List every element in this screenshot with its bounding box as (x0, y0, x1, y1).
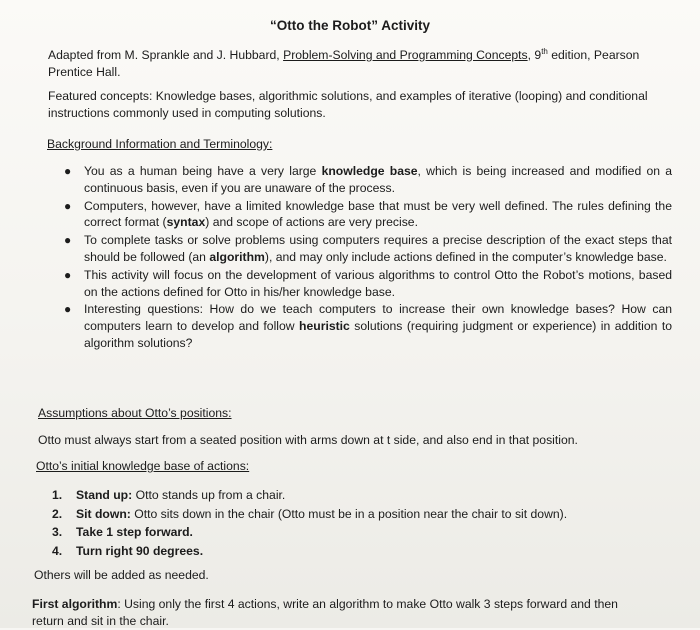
list-item: 2. Sit down: Otto sits down in the chair (Otto must be in a position near the chair to sit down). (52, 506, 568, 521)
page-title: “Otto the Robot” Activity (270, 18, 430, 33)
background-heading: Background Information and Terminology: (47, 137, 273, 151)
list-item: 3. Take 1 step forward. (52, 525, 193, 539)
assumptions-heading: Assumptions about Otto’s positions: (38, 406, 232, 420)
list-item: ● You as a human being have a very large knowledge base, which is being increased and modified on a continuous basis, even if you are unaware of the process. (64, 164, 672, 195)
bullet-icon: ● (64, 302, 72, 317)
attribution (48, 43, 668, 81)
book-title: Problem-Solving and Programming Concepts (283, 48, 528, 63)
bullet-icon: ● (64, 198, 72, 213)
list-item: 1. Stand up: Otto stands up from a chair. (52, 488, 286, 502)
list-item: ● Computers, however, have a limited knowledge base that must be very well defined. The rules defining the correct format (syntax) and scope of actions are very precise. (64, 198, 672, 230)
first-algorithm: First algorithm: Using only the first 4 actions, write an algorithm to make Otto walk 3 steps forward and then return and sit in the chair. (32, 597, 618, 628)
others-text: Others will be added as needed. (34, 568, 209, 582)
list-item: 4. Turn right 90 degrees. (52, 543, 204, 558)
list-item: ● Interesting questions: How do we teach computers to increase their own knowledge bases? How can computers learn to develop and follow heuristic solutions (requiring judgment or experience) in addition to algorithm solutions? (64, 302, 672, 350)
first-algorithm-label: First algorithm (32, 597, 118, 611)
actions-list (52, 486, 567, 560)
featured-concepts: Featured concepts: Knowledge bases, algorithmic solutions, and examples of iterative (looping) and conditional instructions commonly used in computing solutions. (48, 89, 648, 120)
list-item: ● To complete tasks or solve problems using computers requires a precise description of the exact steps that should be followed (an algorithm), and may only include actions defined in the computer’s knowledge base. (64, 233, 672, 264)
assumptions-text: Otto must always start from a seated position with arms down at t side, and also end in that position. (38, 433, 578, 447)
bullet-icon: ● (64, 233, 72, 248)
attribution-line-2: Prentice Hall. (48, 65, 121, 80)
bullet-icon: ● (64, 164, 72, 178)
terminology-bullet-list (60, 163, 672, 353)
attribution-line-1: Adapted from M. Sprankle and J. Hubbard, Problem-Solving and Programming Concepts, 9th edition, Pearson (48, 47, 640, 63)
bullet-icon: ● (64, 267, 72, 282)
knowledge-base-heading: Otto’s initial knowledge base of actions: (36, 459, 250, 473)
list-item: ● This activity will focus on the development of various algorithms to control Otto the Robot’s motions, based on the actions defined for Otto in his/her knowledge base. (64, 267, 672, 299)
